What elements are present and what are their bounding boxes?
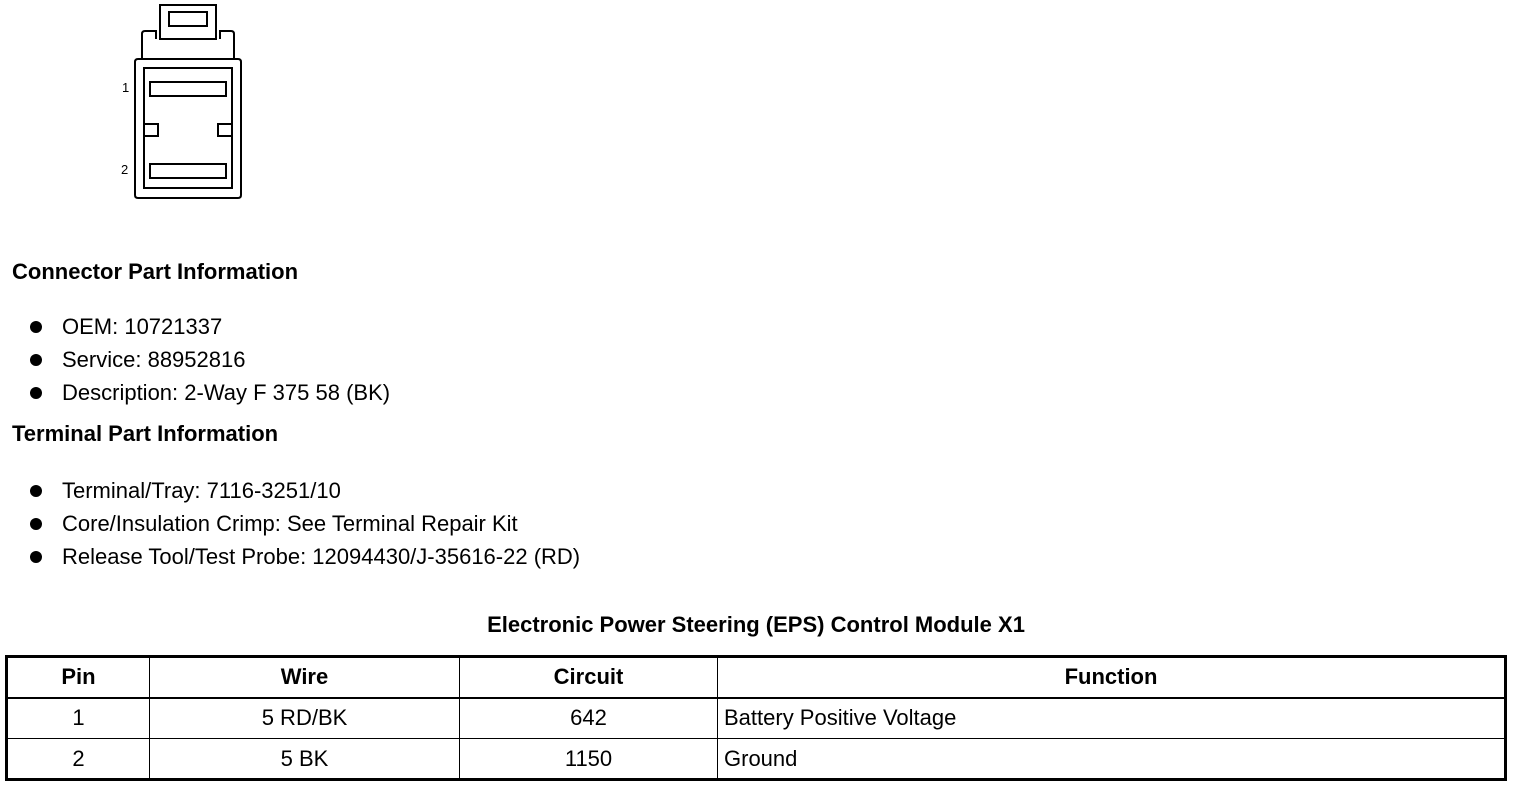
- bullet-icon: [30, 518, 42, 530]
- list-item: [30, 343, 390, 376]
- cell-pin: 1: [7, 698, 150, 739]
- header-pin: Pin: [7, 657, 150, 698]
- list-item: [30, 474, 580, 507]
- list-item: [30, 540, 580, 573]
- connector-face-diagram: [118, 2, 248, 207]
- bullet-icon: [30, 321, 42, 333]
- bullet-icon: [30, 354, 42, 366]
- pin-table: [5, 655, 1507, 781]
- bullet-icon: [30, 485, 42, 497]
- cell-pin: 2: [7, 739, 150, 780]
- list-item-text: Core/Insulation Crimp: See Terminal Repair Kit: [62, 511, 518, 536]
- terminal-part-list: [30, 474, 580, 573]
- connector-outline: [118, 2, 248, 202]
- table-row: [7, 739, 1506, 780]
- connector-part-list: [30, 310, 390, 409]
- header-function: Function: [718, 657, 1506, 698]
- cell-wire: 5 RD/BK: [150, 698, 460, 739]
- connector-part-heading: Connector Part Information: [12, 259, 299, 284]
- terminal-part-heading: Terminal Part Information: [12, 421, 279, 446]
- bullet-icon: [30, 387, 42, 399]
- pin-table-title: Electronic Power Steering (EPS) Control Module X1: [487, 612, 1025, 637]
- list-item-text: Terminal/Tray: 7116-3251/10: [62, 478, 341, 503]
- list-item-text: OEM: 10721337: [62, 314, 223, 339]
- table-header-row: [7, 657, 1506, 698]
- bullet-icon: [30, 551, 42, 563]
- pin-label-1: 1: [122, 80, 130, 95]
- list-item-text: Description: 2-Way F 375 58 (BK): [62, 380, 391, 405]
- cell-wire: 5 BK: [150, 739, 460, 780]
- list-item-text: Service: 88952816: [62, 347, 246, 372]
- list-item-text: Release Tool/Test Probe: 12094430/J-35616-22 (RD): [62, 544, 581, 569]
- cell-function: Battery Positive Voltage: [718, 698, 1506, 739]
- cell-circuit: 642: [460, 698, 718, 739]
- list-item: [30, 310, 390, 343]
- header-wire: Wire: [150, 657, 460, 698]
- table-row: [7, 698, 1506, 739]
- pin-label-2: 2: [121, 162, 129, 177]
- header-circuit: Circuit: [460, 657, 718, 698]
- cell-circuit: 1150: [460, 739, 718, 780]
- list-item: [30, 507, 580, 540]
- cell-function: Ground: [718, 739, 1506, 780]
- list-item: [30, 376, 390, 409]
